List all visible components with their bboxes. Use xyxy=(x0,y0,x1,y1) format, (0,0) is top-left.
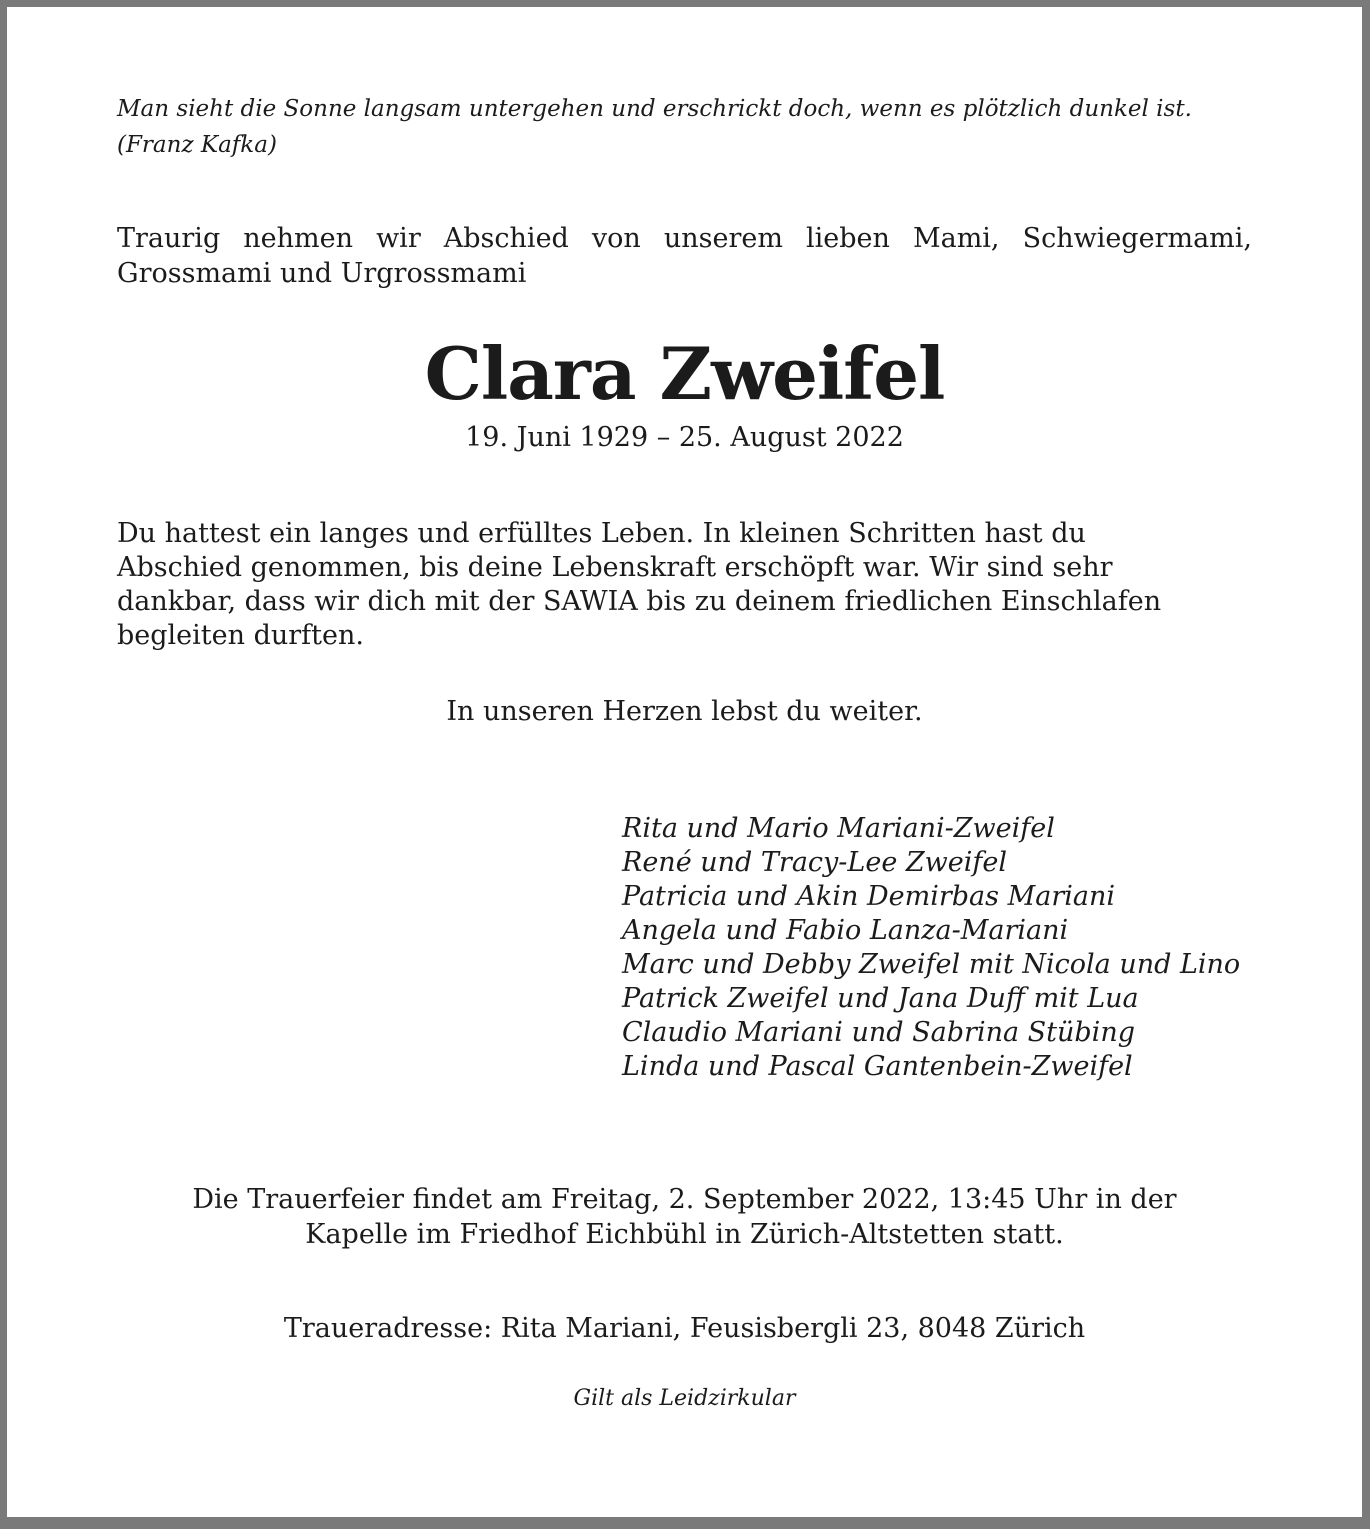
intro-paragraph xyxy=(117,221,1252,291)
family-name: Linda und Pascal Gantenbein-Zweifel xyxy=(622,1051,1133,1082)
deceased-name: Clara Zweifel xyxy=(424,331,945,416)
obituary-page xyxy=(7,7,1362,1517)
quote-line: Man sieht die Sonne langsam untergehen und erschrickt doch, wenn es plötzlich dunkel ist. xyxy=(117,96,1192,122)
intro-line: Grossmami und Urgrossmami xyxy=(117,258,527,289)
tribute-line: Du hattest ein langes und erfülltes Leben. In kleinen Schritten hast du xyxy=(117,518,1086,549)
family-names-list xyxy=(622,812,1252,1084)
remembrance-line: In unseren Herzen lebst du weiter. xyxy=(446,696,923,727)
life-dates: 19. Juni 1929 – 25. August 2022 xyxy=(465,422,904,453)
family-name: Marc und Debby Zweifel mit Nicola und Lino xyxy=(622,949,1241,980)
tribute-line: dankbar, dass wir dich mit der SAWIA bis zu deinem friedlichen Einschlafen xyxy=(117,586,1162,617)
family-name: Claudio Mariani und Sabrina Stübing xyxy=(622,1017,1135,1048)
funeral-line: Die Trauerfeier findet am Freitag, 2. September 2022, 13:45 Uhr in der xyxy=(192,1184,1177,1215)
tribute-line: begleiten durften. xyxy=(117,620,364,651)
family-name: Patrick Zweifel und Jana Duff mit Lua xyxy=(622,983,1139,1014)
family-name: Patricia und Akin Demirbas Mariani xyxy=(622,881,1115,912)
funeral-info xyxy=(117,1182,1252,1252)
funeral-line: Kapelle im Friedhof Eichbühl in Zürich-Altstetten statt. xyxy=(305,1219,1064,1250)
intro-line: Traurig nehmen wir Abschied von unserem lieben Mami, Schwiegermami, xyxy=(117,223,1252,254)
family-name: Rita und Mario Mariani-Zweifel xyxy=(622,813,1055,844)
leidzirkular-note: Gilt als Leidzirkular xyxy=(573,1386,796,1411)
tribute-line: Abschied genommen, bis deine Lebenskraft erschöpft war. Wir sind sehr xyxy=(117,552,1113,583)
family-name: Angela und Fabio Lanza-Mariani xyxy=(622,915,1069,946)
mourning-address: Traueradresse: Rita Mariani, Feusisbergli 23, 8048 Zürich xyxy=(283,1313,1086,1344)
tribute-paragraph xyxy=(117,517,1252,653)
quote-attribution: (Franz Kafka) xyxy=(117,132,277,158)
kafka-quote xyxy=(117,91,1252,163)
family-name: René und Tracy-Lee Zweifel xyxy=(622,847,1007,878)
